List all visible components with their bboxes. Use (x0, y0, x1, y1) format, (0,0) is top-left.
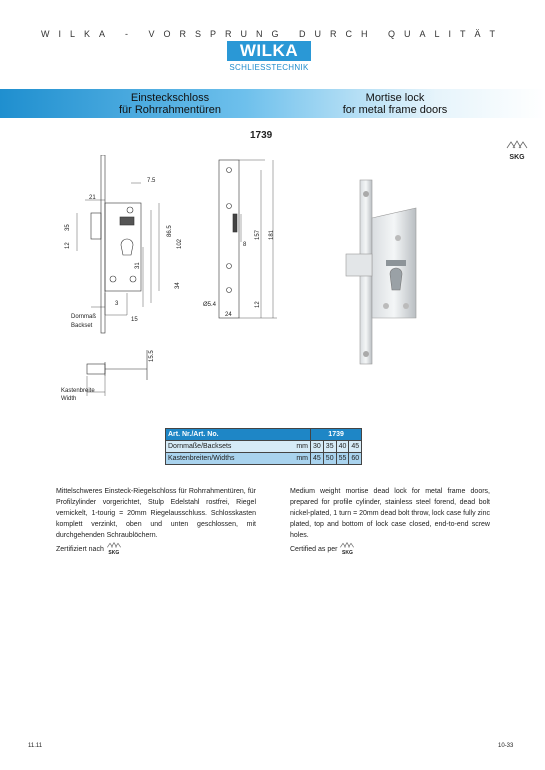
logo-subtitle: SCHLIESSTECHNIK (229, 63, 309, 72)
dim-7-5: 7.5 (147, 178, 156, 184)
table-cell: 40 (336, 441, 349, 453)
dim-15-5: 15.5 (149, 350, 155, 362)
title-german-line1: Einsteckschloss (130, 92, 210, 104)
skg-label: SKG (509, 154, 525, 161)
skg-badge-inline (106, 542, 122, 556)
footer-page-number: 10-33 (498, 743, 514, 749)
description-german: Mittelschweres Einsteck-Riegelschloss für Rohrrahmentüren, für Profilzylinder vorgerichtet, Stulp Edelstahl rostfrei, Riegel vernickelt, 1-tourig = 20mm Riegelausschluss. Schlosskasten komplett verzinkt, oben und unten geschlossen, mit durchgehenden Schraublöchern. (56, 488, 256, 539)
title-english (315, 92, 475, 116)
brand-tagline: WILKA - VORSPRUNG DURCH QUALITÄT (40, 29, 505, 39)
table-cell: 55 (336, 453, 349, 465)
specification-table (165, 428, 362, 465)
width-label-en: Width (61, 396, 77, 402)
skg-stars-icon (106, 542, 122, 548)
table-cell: 50 (323, 453, 336, 465)
table-header-value: 1739 (311, 429, 362, 441)
logo-wordmark: WILKA (227, 41, 311, 61)
certification-english (290, 542, 355, 556)
table-cell: 45 (311, 453, 324, 465)
backsets-unit: mm (296, 443, 308, 450)
dim-157: 157 (255, 229, 261, 240)
skg-label: SKG (342, 550, 353, 556)
skg-label: SKG (108, 550, 120, 556)
table-header-row (166, 429, 362, 441)
table-row-label (166, 453, 311, 465)
dim-181: 181 (269, 229, 275, 240)
front-view-drawing (55, 155, 195, 335)
certified-text-de: Zertifiziert nach (56, 545, 104, 553)
skg-stars-icon (505, 140, 529, 149)
dim-24: 24 (225, 312, 232, 318)
table-row (166, 441, 362, 453)
dim-12-side: 12 (255, 301, 261, 308)
dim-5-4: Ø5.4 (203, 302, 217, 308)
dim-34: 34 (175, 282, 181, 289)
dim-31: 31 (135, 262, 141, 269)
title-band (0, 89, 545, 118)
table-cell: 30 (311, 441, 324, 453)
backset-label-en: Backset (71, 323, 93, 329)
widths-unit: mm (296, 455, 308, 462)
certification-german (56, 542, 122, 556)
side-view-drawing (195, 158, 295, 323)
description-english: Medium weight mortise dead lock for metal frame doors, prepared for profile cylinder, stainless steel forend, dead bolt nickel-plated, 1 turn = 20mm dead bolt throw, lock case fully zinc plated, top and bottom of lock case closed, end-to-end screw holes. (290, 488, 490, 539)
dim-102: 102 (177, 238, 183, 249)
backset-label-de: Dornmaß (71, 314, 97, 320)
dim-15: 15 (131, 317, 138, 323)
table-cell: 60 (349, 453, 362, 465)
skg-stars-icon (339, 542, 355, 548)
dim-35: 35 (65, 224, 71, 231)
skg-badge-inline (339, 542, 355, 556)
dim-21: 21 (89, 195, 96, 201)
table-header-label: Art. Nr./Art. No. (166, 429, 311, 441)
title-english-line1: Mortise lock (365, 92, 425, 104)
widths-label: Kastenbreiten/Widths (168, 455, 235, 462)
title-german-line2: für Rohrrahmentüren (118, 104, 222, 116)
certified-text-en: Certified as per (290, 545, 338, 553)
title-english-line2: for metal frame doors (342, 104, 448, 116)
footer-date: 11.11 (28, 743, 43, 749)
skg-badge-top (505, 136, 529, 161)
title-german (100, 92, 240, 116)
width-label-de: Kastenbreite (61, 388, 95, 394)
article-number: 1739 (250, 130, 273, 141)
mortise-lock-product-image (338, 178, 428, 368)
dim-3: 3 (115, 301, 119, 307)
table-row-label (166, 441, 311, 453)
dim-12: 12 (65, 242, 71, 249)
backsets-label: Dornmaße/Backsets (168, 443, 232, 450)
bottom-view-drawing (55, 340, 165, 405)
table-cell: 35 (323, 441, 336, 453)
table-cell: 45 (349, 441, 362, 453)
dim-86-5: 86.5 (167, 225, 173, 237)
wilka-logo (227, 41, 311, 77)
dim-8: 8 (243, 242, 247, 248)
table-row (166, 453, 362, 465)
